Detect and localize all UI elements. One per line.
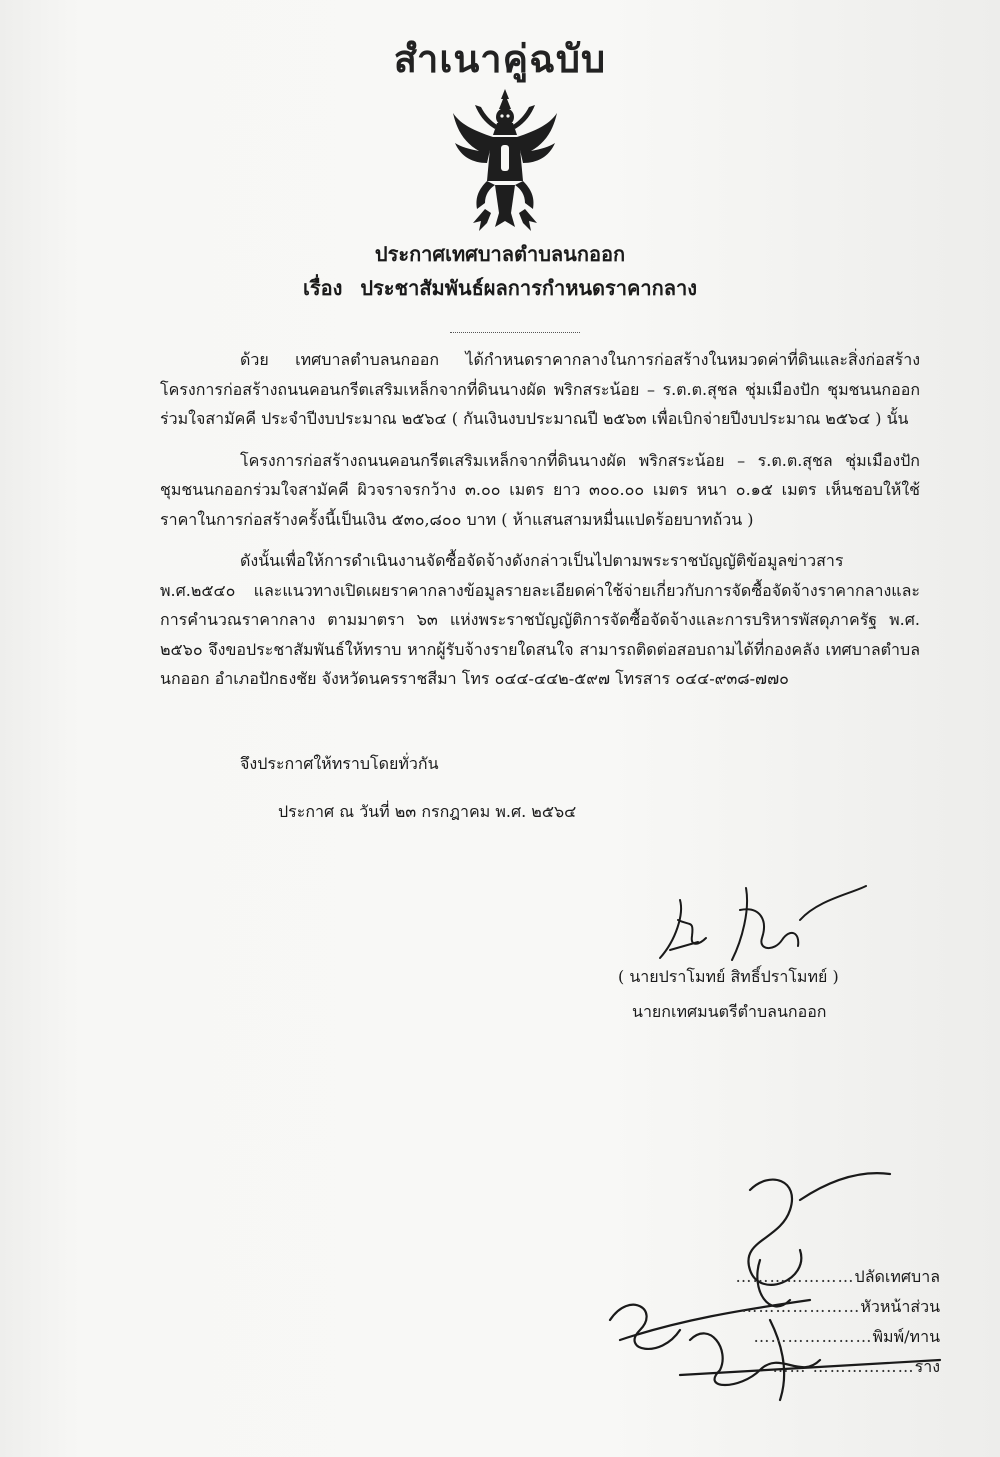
routing-dots: ………………… — [753, 1327, 873, 1346]
paragraph-2: โครงการก่อสร้างถนนคอนกรีตเสริมเหล็กจากที่ดินนางผัด พริกสระน้อย – ร.ต.ต.สุชล ชุ่มเมืองปัก ชุมชนนกออกร่วมใจสามัคคี ผิวจราจรกว้าง ๓.๐๐ เมตร ยาว ๓๐๐.๐๐ เมตร หนา ๐.๑๕ เมตร เห็นชอบให้ใช้ราคาในการก่อสร้างครั้งนี้เป็นเงิน ๕๓๐,๘๐๐ บาท ( ห้าแสนสามหมื่นแปดร้อยบาทถ้วน ) — [160, 450, 920, 529]
routing-role: ราง — [914, 1357, 940, 1376]
paragraph-3: ดังนั้นเพื่อให้การดำเนินงานจัดซื้อจัดจ้างดังกล่าวเป็นไปตามพระราชบัญญัติข้อมูลข่าวสาร พ.ศ.๒๕๔๐ และแนวทางเปิดเผยราคากลางข้อมูลรายละเอียดค่าใช้จ่ายเกี่ยวกับการจัดซื้อจัดจ้างราคากลางและการคำนวณราคากลาง ตามมาตรา ๖๓ แห่งพระราชบัญญัติการจัดซื้อจัดจ้างและการบริหารพัสดุภาครัฐ พ.ศ. ๒๕๖๐ จึงขอประชาสัมพันธ์ให้ทราบ หากผู้รับจ้างรายใดสนใจ สามารถติดต่อสอบถามได้ที่กองคลัง เทศบาลตำบลนกออก อำเภอปักธงชัย จังหวัดนครราชสีมา โทร ๐๔๔-๔๔๒-๕๙๗ โทรสาร ๐๔๔-๙๓๘-๗๗๐ — [160, 551, 920, 688]
announcement-title: ประกาศเทศบาลตำบลนกออก — [374, 242, 626, 266]
routing-dots: ………………… — [741, 1297, 861, 1316]
routing-role: พิมพ์/ทาน — [872, 1327, 940, 1346]
routing-role: หัวหน้าส่วน — [860, 1297, 940, 1316]
routing-row — [660, 1265, 940, 1295]
title-divider — [450, 332, 580, 333]
routing-row — [660, 1325, 940, 1355]
routing-row — [660, 1295, 940, 1325]
announcement-body — [160, 345, 920, 706]
routing-dots: ………………… — [735, 1267, 855, 1286]
subject-text: ประชาสัมพันธ์ผลการกำหนดราคากลาง — [360, 276, 697, 300]
announcement-date: ประกาศ ณ วันที่ ๒๓ กรกฎาคม พ.ศ. ๒๕๖๔ — [278, 802, 577, 821]
routing-row — [660, 1355, 940, 1385]
copy-stamp: สำเนาคู่ฉบับ — [393, 36, 607, 81]
announcement-subject — [0, 272, 1000, 304]
signer-name: ( นายปราโมทย์ สิทธิ์ปราโมทย์ ) — [618, 967, 839, 986]
paragraph-1: ด้วย เทศบาลตำบลนกออก ได้กำหนดราคากลางในการก่อสร้างในหมวดค่าที่ดินและสิ่งก่อสร้าง โครงการก่อสร้างถนนคอนกรีตเสริมเหล็กจากที่ดินนางผัด พริกสระน้อย – ร.ต.ต.สุชล ชุ่มเมืองปัก ชุมชนนกออกร่วมใจสามัคคี ประจำปีงบประมาณ ๒๕๖๔ ( กันเงินงบประมาณปี ๒๕๖๓ เพื่อเบิกจ่ายปีงบประมาณ ๒๕๖๔ ) นั้น — [160, 350, 920, 428]
signer-position: นายกเทศมนตรีตำบลนกออก — [632, 1002, 827, 1021]
closing-line: จึงประกาศให้ทราบโดยทั่วกัน — [240, 754, 439, 773]
mayor-signature — [650, 880, 870, 970]
routing-role: ปลัดเทศบาล — [854, 1267, 940, 1286]
routing-dots: …… ……………… — [772, 1357, 915, 1376]
garuda-emblem-icon — [445, 85, 565, 235]
routing-block — [660, 1265, 940, 1385]
subject-label: เรื่อง — [303, 276, 343, 300]
